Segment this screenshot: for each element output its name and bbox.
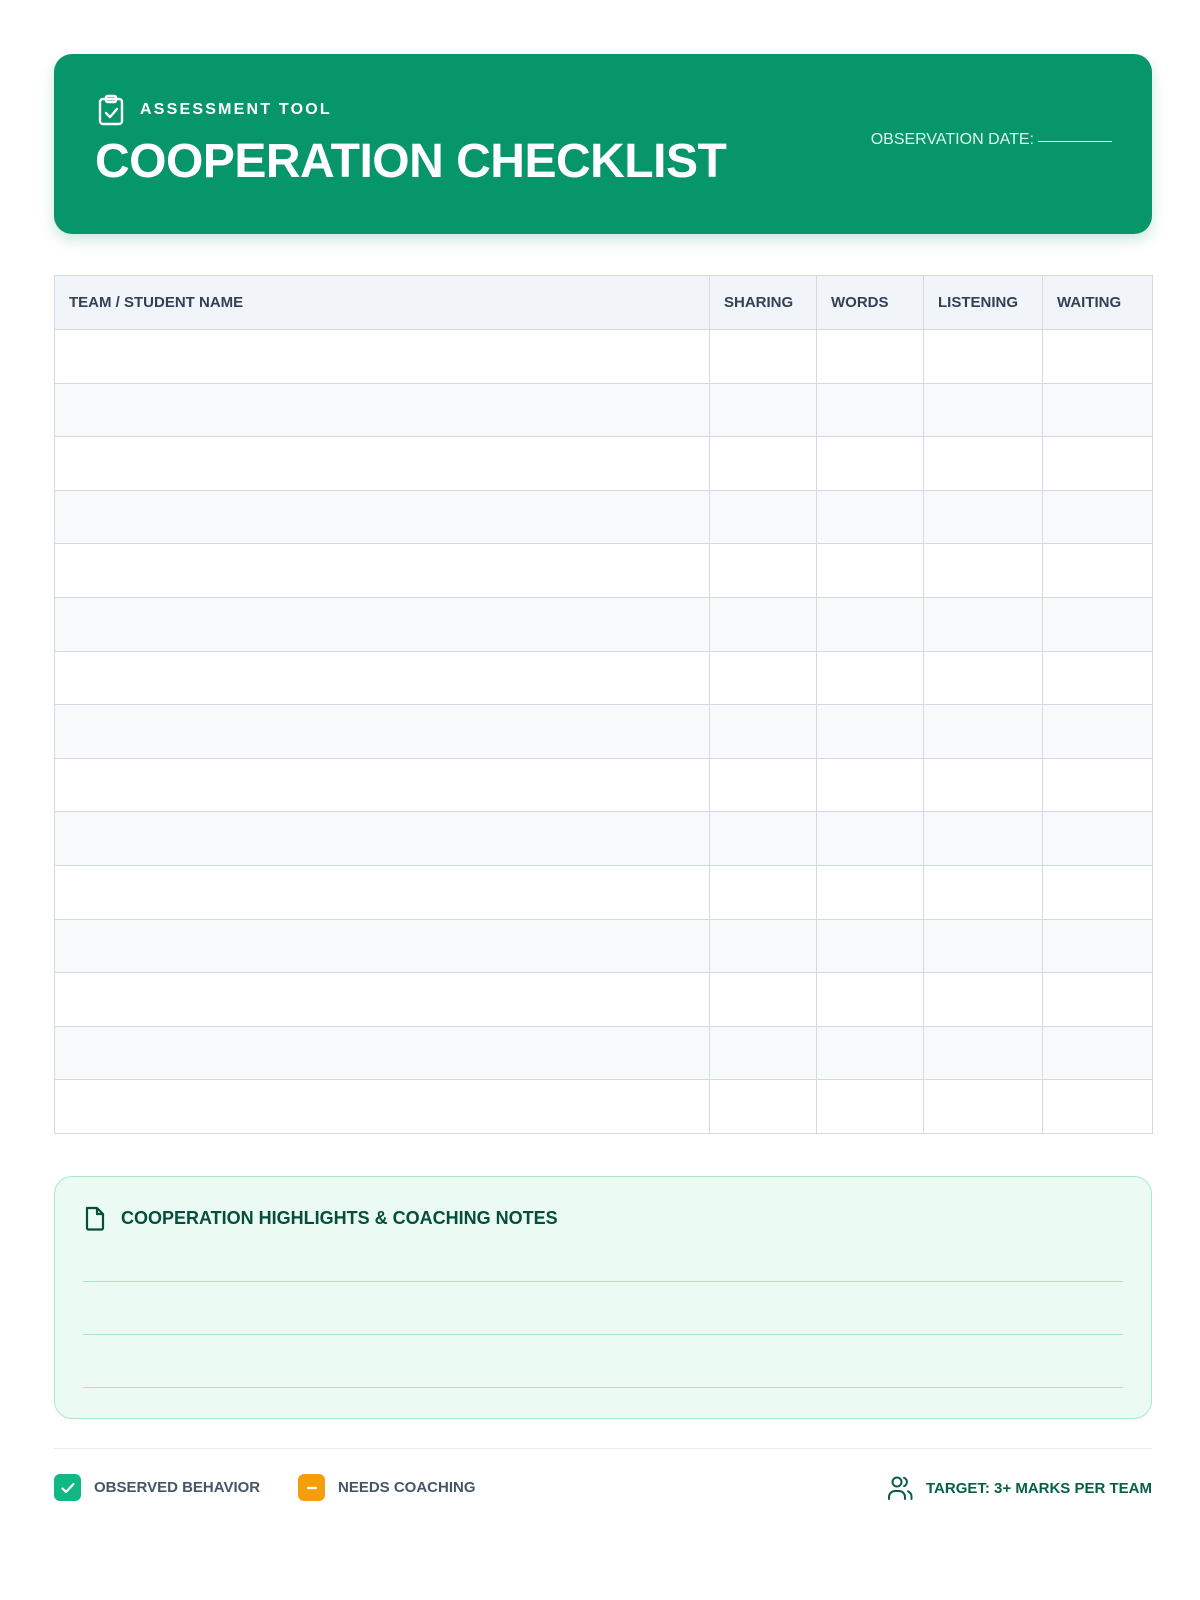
listening-cell[interactable] — [924, 758, 1043, 812]
words-cell[interactable] — [817, 1026, 924, 1080]
name-cell[interactable] — [55, 597, 710, 651]
sharing-cell[interactable] — [710, 1080, 817, 1134]
waiting-cell[interactable] — [1043, 1026, 1153, 1080]
sharing-cell[interactable] — [710, 651, 817, 705]
words-cell[interactable] — [817, 1080, 924, 1134]
waiting-cell[interactable] — [1043, 705, 1153, 759]
listening-cell[interactable] — [924, 1080, 1043, 1134]
name-cell[interactable] — [55, 865, 710, 919]
coaching-label: NEEDS COACHING — [338, 1479, 476, 1496]
notes-title: COOPERATION HIGHLIGHTS & COACHING NOTES — [121, 1207, 558, 1228]
header-banner — [54, 54, 1152, 234]
legend-target — [886, 1474, 1152, 1502]
document-icon — [83, 1205, 107, 1231]
listening-cell[interactable] — [924, 1026, 1043, 1080]
waiting-cell[interactable] — [1043, 490, 1153, 544]
name-cell[interactable] — [55, 758, 710, 812]
listening-cell[interactable] — [924, 973, 1043, 1027]
legend-observed — [54, 1474, 260, 1501]
words-cell[interactable] — [817, 758, 924, 812]
listening-cell[interactable] — [924, 490, 1043, 544]
notes-header — [83, 1205, 558, 1231]
words-cell[interactable] — [817, 705, 924, 759]
clipboard-check-icon — [96, 94, 126, 126]
column-header-name: TEAM / STUDENT NAME — [55, 276, 710, 330]
name-cell[interactable] — [55, 919, 710, 973]
name-cell[interactable] — [55, 1026, 710, 1080]
column-header-listening: LISTENING — [924, 276, 1043, 330]
listening-cell[interactable] — [924, 383, 1043, 437]
listening-cell[interactable] — [924, 865, 1043, 919]
sharing-cell[interactable] — [710, 597, 817, 651]
listening-cell[interactable] — [924, 330, 1043, 384]
waiting-cell[interactable] — [1043, 1080, 1153, 1134]
waiting-cell[interactable] — [1043, 973, 1153, 1027]
waiting-cell[interactable] — [1043, 651, 1153, 705]
words-cell[interactable] — [817, 865, 924, 919]
minus-icon — [303, 1479, 321, 1497]
eyebrow-label: ASSESSMENT TOOL — [140, 101, 332, 118]
name-cell[interactable] — [55, 1080, 710, 1134]
name-cell[interactable] — [55, 437, 710, 491]
sharing-cell[interactable] — [710, 490, 817, 544]
checklist-table — [54, 275, 1152, 1134]
name-cell[interactable] — [55, 705, 710, 759]
words-cell[interactable] — [817, 437, 924, 491]
waiting-cell[interactable] — [1043, 865, 1153, 919]
words-cell[interactable] — [817, 544, 924, 598]
column-header-sharing: SHARING — [710, 276, 817, 330]
table-row — [55, 383, 1153, 437]
listening-cell[interactable] — [924, 544, 1043, 598]
words-cell[interactable] — [817, 383, 924, 437]
observation-date-blank[interactable] — [1038, 141, 1112, 142]
target-label: TARGET: 3+ MARKS PER TEAM — [926, 1479, 1152, 1497]
listening-cell[interactable] — [924, 919, 1043, 973]
sharing-cell[interactable] — [710, 544, 817, 598]
listening-cell[interactable] — [924, 705, 1043, 759]
words-cell[interactable] — [817, 919, 924, 973]
listening-cell[interactable] — [924, 597, 1043, 651]
name-cell[interactable] — [55, 490, 710, 544]
sharing-cell[interactable] — [710, 437, 817, 491]
words-cell[interactable] — [817, 651, 924, 705]
waiting-cell[interactable] — [1043, 597, 1153, 651]
table-row — [55, 1026, 1153, 1080]
words-cell[interactable] — [817, 490, 924, 544]
waiting-cell[interactable] — [1043, 919, 1153, 973]
words-cell[interactable] — [817, 597, 924, 651]
sharing-cell[interactable] — [710, 705, 817, 759]
waiting-cell[interactable] — [1043, 330, 1153, 384]
note-line[interactable] — [83, 1387, 1123, 1388]
checkmark-icon — [59, 1479, 77, 1497]
header-eyebrow — [96, 94, 332, 126]
column-header-words: WORDS — [817, 276, 924, 330]
table-row — [55, 437, 1153, 491]
sharing-cell[interactable] — [710, 919, 817, 973]
name-cell[interactable] — [55, 544, 710, 598]
sharing-cell[interactable] — [710, 758, 817, 812]
listening-cell[interactable] — [924, 437, 1043, 491]
note-line[interactable] — [83, 1281, 1123, 1282]
coaching-swatch — [298, 1474, 325, 1501]
table-row — [55, 919, 1153, 973]
name-cell[interactable] — [55, 383, 710, 437]
table-row — [55, 597, 1153, 651]
notes-panel — [54, 1176, 1152, 1419]
waiting-cell[interactable] — [1043, 383, 1153, 437]
sharing-cell[interactable] — [710, 1026, 817, 1080]
table-row — [55, 651, 1153, 705]
sharing-cell[interactable] — [710, 973, 817, 1027]
observed-label: OBSERVED BEHAVIOR — [94, 1479, 261, 1496]
sharing-cell[interactable] — [710, 865, 817, 919]
table-row — [55, 973, 1153, 1027]
table-row — [55, 812, 1153, 866]
table-row — [55, 1080, 1153, 1134]
observation-date — [871, 131, 1112, 149]
name-cell[interactable] — [55, 330, 710, 384]
users-icon — [886, 1474, 914, 1502]
name-cell[interactable] — [55, 812, 710, 866]
observed-swatch — [54, 1474, 81, 1501]
table-row — [55, 705, 1153, 759]
words-cell[interactable] — [817, 330, 924, 384]
table-row — [55, 490, 1153, 544]
observation-date-label: OBSERVATION DATE: — [870, 131, 1034, 148]
waiting-cell[interactable] — [1043, 758, 1153, 812]
listening-cell[interactable] — [924, 812, 1043, 866]
name-cell[interactable] — [55, 651, 710, 705]
sharing-cell[interactable] — [710, 383, 817, 437]
words-cell[interactable] — [817, 973, 924, 1027]
waiting-cell[interactable] — [1043, 544, 1153, 598]
listening-cell[interactable] — [924, 651, 1043, 705]
name-cell[interactable] — [55, 973, 710, 1027]
sharing-cell[interactable] — [710, 330, 817, 384]
table-row — [55, 544, 1153, 598]
waiting-cell[interactable] — [1043, 812, 1153, 866]
table-row — [55, 758, 1153, 812]
table-row — [55, 330, 1153, 384]
sharing-cell[interactable] — [710, 812, 817, 866]
column-header-waiting: WAITING — [1043, 276, 1153, 330]
waiting-cell[interactable] — [1043, 437, 1153, 491]
words-cell[interactable] — [817, 812, 924, 866]
page-title: COOPERATION CHECKLIST — [95, 135, 727, 188]
legend-coaching — [298, 1474, 476, 1501]
note-line[interactable] — [83, 1334, 1123, 1335]
table-row — [55, 865, 1153, 919]
table-header-row — [55, 276, 1153, 330]
footer-divider — [54, 1448, 1152, 1449]
